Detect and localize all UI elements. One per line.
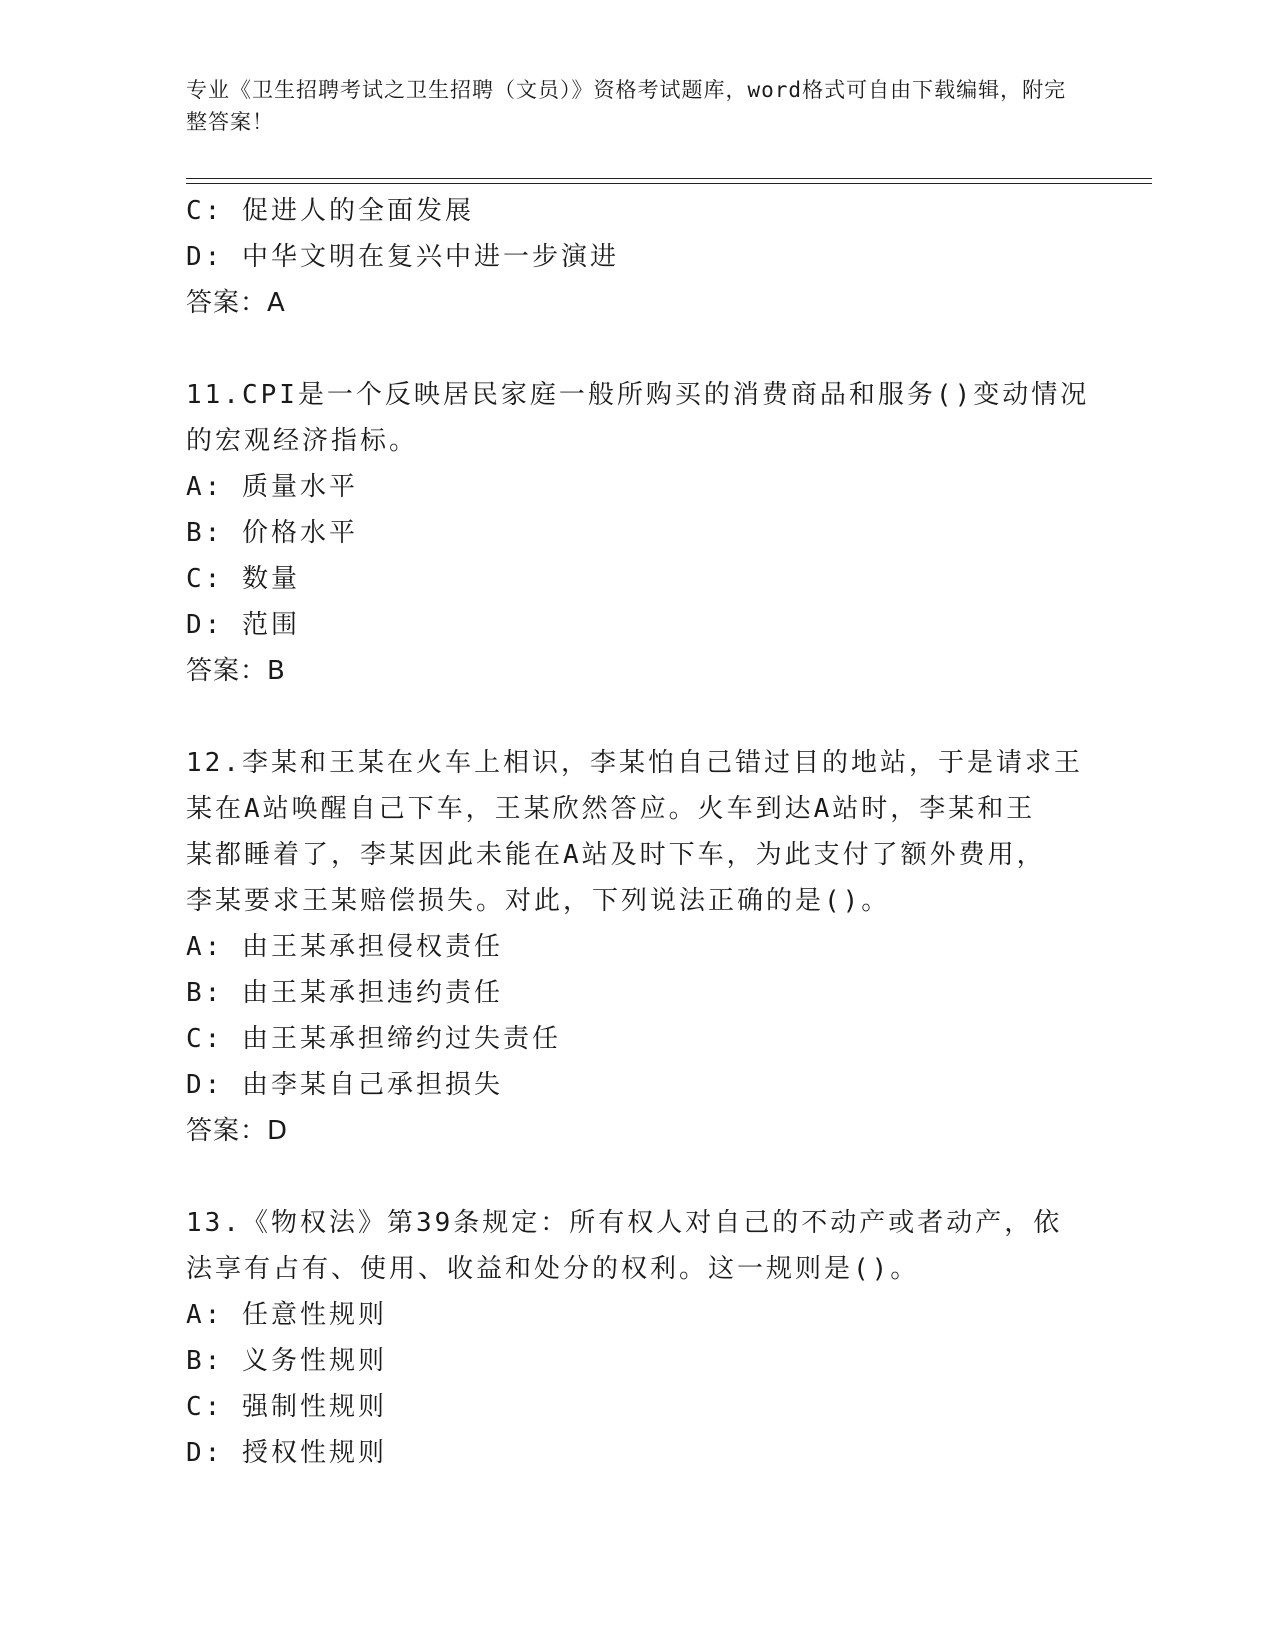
question-text-line: 某在A站唤醒自己下车，王某欣然答应。火车到达A站时，李某和王 [186,794,1036,824]
answer-line: 答案：B [186,656,286,686]
option-c: C: 强制性规则 [186,1392,387,1422]
spacer [186,326,1106,372]
option-c: C: 由王某承担缔约过失责任 [186,1024,561,1054]
spacer [186,694,1106,740]
answer-line: 答案：A [186,288,286,318]
question-text-line: 13.《物权法》第39条规定：所有权人对自己的不动产或者动产，依 [186,1208,1063,1238]
option-a: A: 由王某承担侵权责任 [186,932,503,962]
option-a: A: 质量水平 [186,472,358,502]
header-text: 专业《卫生招聘考试之卫生招聘（文员）》资格考试题库，word格式可自由下载编辑，附完整答案！ [186,78,1067,134]
option-b: B: 价格水平 [186,518,358,548]
document-header [186,74,1086,138]
option-c: C: 数量 [186,564,300,594]
option-b: B: 由王某承担违约责任 [186,978,503,1008]
option-a: A: 任意性规则 [186,1300,387,1330]
option-d: D: 中华文明在复兴中进一步演进 [186,242,619,272]
question-text-line: 法享有占有、使用、收益和处分的权利。这一规则是()。 [186,1254,920,1284]
question-10-tail [186,188,1106,326]
header-divider-bottom [186,183,1152,184]
question-list [186,188,1106,1476]
option-c: C: 促进人的全面发展 [186,196,474,226]
question-12 [186,740,1106,1154]
option-d: D: 范围 [186,610,300,640]
spacer [186,1154,1106,1200]
question-text-line: 李某要求王某赔偿损失。对此，下列说法正确的是()。 [186,886,891,916]
question-11 [186,372,1106,694]
question-text-line: 11.CPI是一个反映居民家庭一般所购买的消费商品和服务()变动情况 [186,380,1090,410]
header-divider-top [186,178,1152,179]
option-d: D: 由李某自己承担损失 [186,1070,503,1100]
option-d: D: 授权性规则 [186,1438,387,1468]
question-text-line: 12.李某和王某在火车上相识，李某怕自己错过目的地站，于是请求王 [186,748,1083,778]
question-13 [186,1200,1106,1476]
question-text-line: 的宏观经济指标。 [186,426,419,456]
question-text-line: 某都睡着了，李某因此未能在A站及时下车，为此支付了额外费用， [186,840,1046,870]
option-b: B: 义务性规则 [186,1346,387,1376]
answer-line: 答案：D [186,1116,289,1146]
